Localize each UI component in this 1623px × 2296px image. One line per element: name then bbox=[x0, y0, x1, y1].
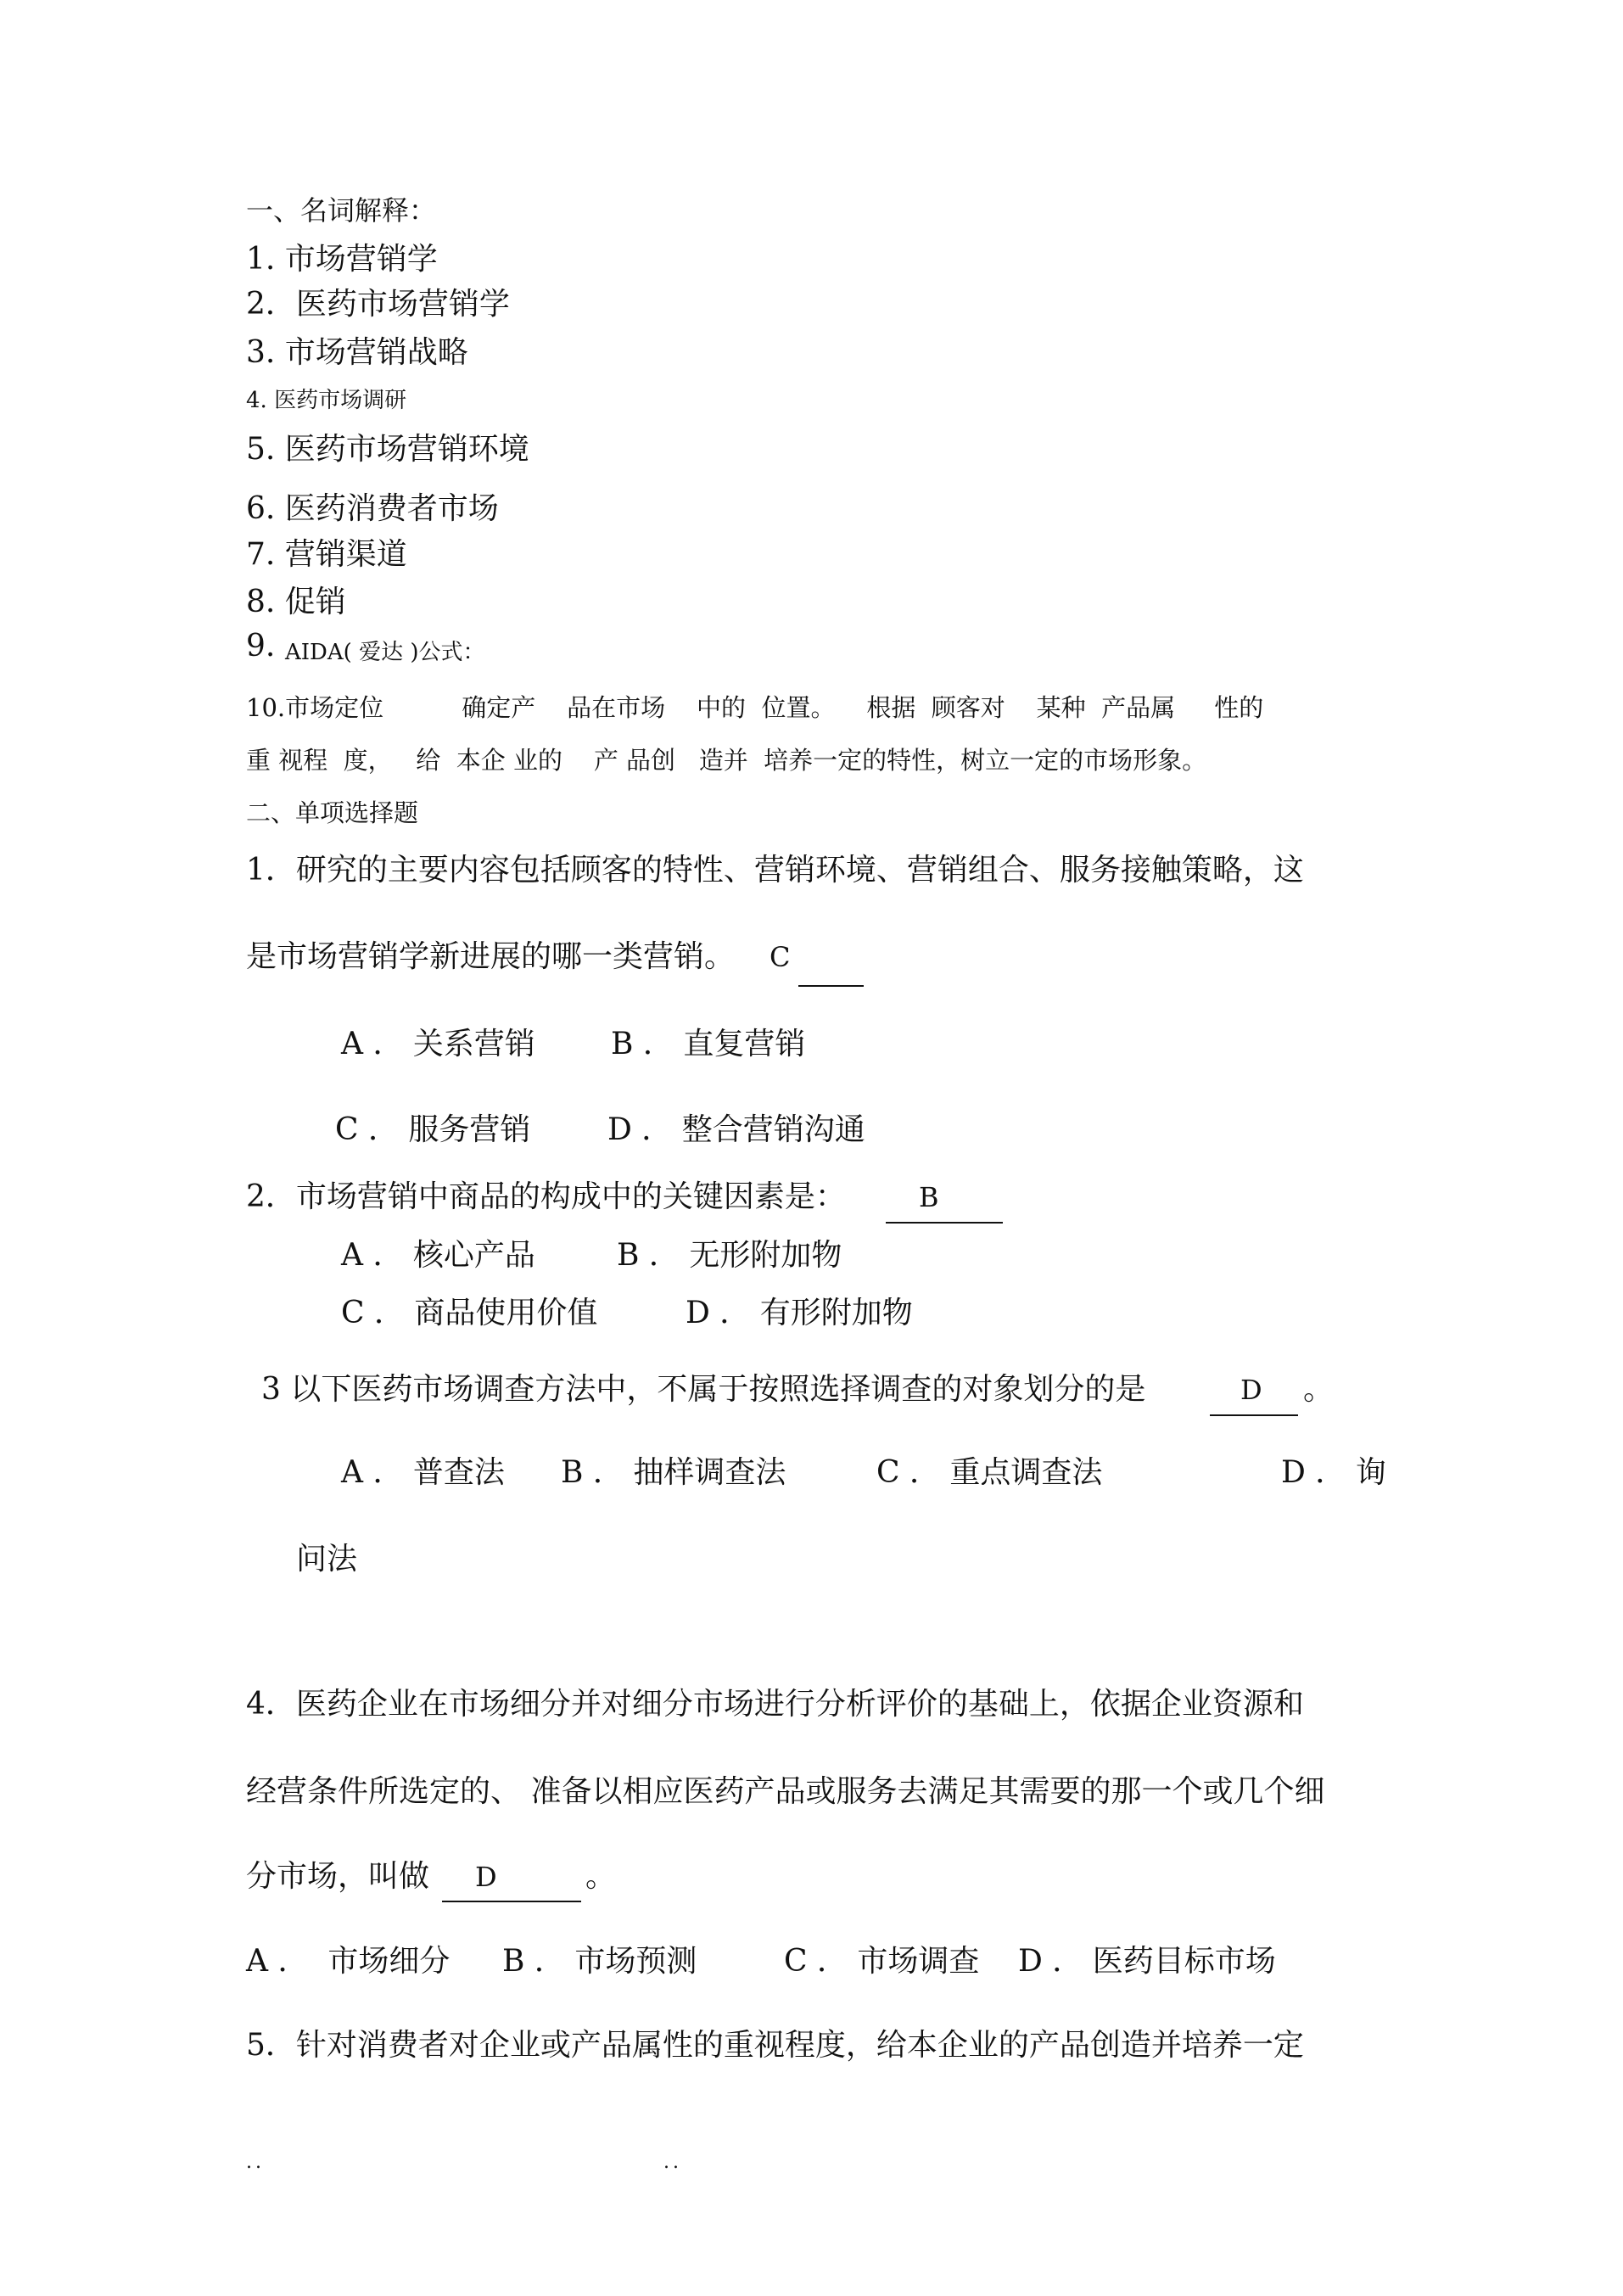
q3-stem-tail: 。 bbox=[1303, 1372, 1335, 1407]
term-9-number: 9. bbox=[246, 629, 276, 664]
q2-answer-blank bbox=[886, 1222, 1003, 1224]
q2-option-c: C ． 商品使用价值 bbox=[341, 1296, 598, 1330]
footer-left-dots: .. bbox=[246, 2152, 265, 2173]
term-2: 2．医药市场营销学 bbox=[246, 287, 510, 322]
q1-option-b: B ． 直复营销 bbox=[611, 1027, 806, 1061]
term-7: 7. 营销渠道 bbox=[246, 537, 407, 572]
q2-stem: 2．市场营销中商品的构成中的关键因素是： bbox=[246, 1179, 846, 1214]
q1-stem-line1: 1．研究的主要内容包括顾客的特性、营销环境、营销组合、服务接触策略，这 bbox=[246, 853, 1304, 888]
q4-stem-line2: 经营条件所选定的、 准备以相应医药产品或服务去满足其需要的那一个或几个细 bbox=[246, 1774, 1325, 1809]
q4-answer-blank bbox=[442, 1901, 581, 1902]
q4-answer: D bbox=[475, 1861, 497, 1893]
q4-option-d: D ． 医药目标市场 bbox=[1018, 1944, 1276, 1979]
section2-title: 二、单项选择题 bbox=[246, 798, 419, 827]
q3-option-d: D ． 询 bbox=[1281, 1455, 1386, 1490]
q2-option-b: B ． 无形附加物 bbox=[617, 1238, 842, 1273]
term-3: 3. 市场营销战略 bbox=[246, 335, 468, 370]
term-10-line2: 重 视程 度， 给 本企 业的 产 品创 造并 培养一定的特性，树立一定的市场形象。 bbox=[246, 746, 1207, 775]
term-4: 4. 医药市场调研 bbox=[246, 388, 407, 413]
q3-answer-blank bbox=[1210, 1414, 1298, 1416]
q3-option-c: C ． 重点调查法 bbox=[876, 1455, 1103, 1490]
q1-answer: C bbox=[770, 941, 791, 973]
q4-stem-line3: 分市场，叫做 bbox=[246, 1859, 430, 1894]
q4-stem-tail: 。 bbox=[585, 1859, 617, 1894]
q1-option-d: D ． 整合营销沟通 bbox=[607, 1112, 865, 1147]
q3-stem: 3 以下医药市场调查方法中，不属于按照选择调查的对象划分的是 bbox=[261, 1372, 1146, 1407]
q1-stem-line2: 是市场营销学新进展的哪一类营销。 bbox=[246, 939, 736, 974]
q3-option-d-continued: 问法 bbox=[296, 1542, 358, 1576]
q1-option-a: A ． 关系营销 bbox=[341, 1027, 535, 1061]
q2-option-d: D ． 有形附加物 bbox=[686, 1296, 913, 1330]
q4-stem-line1: 4．医药企业在市场细分并对细分市场进行分析评价的基础上，依据企业资源和 bbox=[246, 1687, 1304, 1722]
q5-stem-line1: 5．针对消费者对企业或产品属性的重视程度，给本企业的产品创造并培养一定 bbox=[246, 2028, 1304, 2063]
q4-option-c: C ． 市场调查 bbox=[784, 1944, 980, 1979]
term-5: 5. 医药市场营销环境 bbox=[246, 432, 529, 467]
q3-option-a: A ． 普查法 bbox=[341, 1455, 505, 1490]
footer-right-dots: .. bbox=[663, 2152, 682, 2173]
q4-option-b: B ． 市场预测 bbox=[502, 1944, 697, 1979]
q3-option-b: B ． 抽样调查法 bbox=[561, 1455, 786, 1490]
q1-option-c: C ． 服务营销 bbox=[335, 1112, 531, 1147]
q1-answer-blank bbox=[798, 985, 864, 987]
term-8: 8. 促销 bbox=[246, 585, 346, 619]
term-1: 1. 市场营销学 bbox=[246, 242, 438, 277]
q3-answer: D bbox=[1240, 1374, 1262, 1406]
term-6: 6. 医药消费者市场 bbox=[246, 491, 499, 526]
term-10-line1: 10.市场定位 确定产 品在市场 中的 位置。 根据 顾客对 某种 产品属 性的 bbox=[246, 693, 1264, 722]
section1-title: 一、名词解释： bbox=[246, 194, 437, 227]
q2-answer: B bbox=[919, 1181, 939, 1213]
q4-option-a: A ． 市场细分 bbox=[246, 1944, 451, 1979]
q2-option-a: A ． 核心产品 bbox=[341, 1238, 535, 1273]
term-9-text: AIDA( 爱达 )公式： bbox=[285, 640, 485, 665]
